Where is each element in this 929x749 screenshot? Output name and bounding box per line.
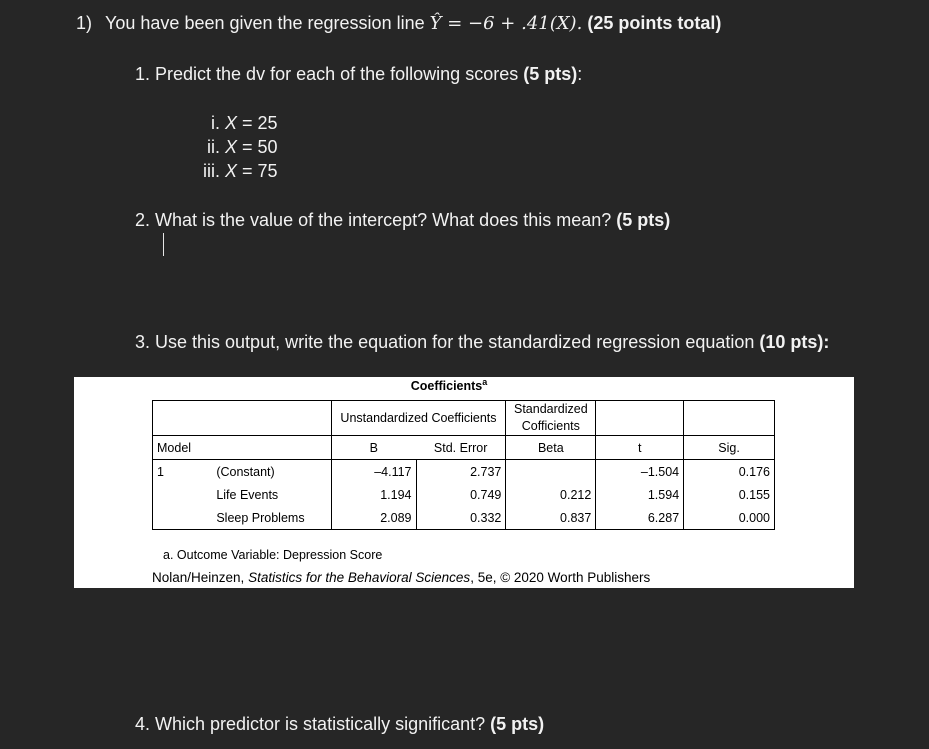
cell-sig: 0.155	[684, 483, 775, 506]
cell-sig: 0.176	[684, 460, 775, 484]
cell-beta: 0.837	[506, 506, 596, 530]
cell-b: 1.194	[331, 483, 416, 506]
model-number: 1	[153, 460, 213, 484]
cell-se: 0.749	[416, 483, 506, 506]
coefficients-table-image	[74, 377, 854, 588]
subquestion-1	[135, 64, 582, 85]
header-unstandardized: Unstandardized Coefficients	[331, 401, 506, 436]
score-label-2: ii.	[207, 137, 220, 157]
cell-se: 0.332	[416, 506, 506, 530]
cell-beta	[506, 460, 596, 484]
header-std-error: Std. Error	[416, 436, 506, 460]
table-title: Coefficients$^a$	[410, 377, 488, 394]
header-b: B	[331, 436, 416, 460]
question-number: 1)	[76, 13, 93, 33]
row-name: Sleep Problems	[212, 506, 331, 530]
header-beta: Beta	[506, 436, 596, 460]
coefficients-table	[152, 400, 775, 530]
cell-b: –4.117	[331, 460, 416, 484]
subquestion-text: 2. What is the value of the intercept? What does this mean?	[135, 210, 612, 230]
cell-se: 2.737	[416, 460, 506, 484]
subquestion-points: (5 pts)	[616, 210, 671, 230]
subquestion-points: (10 pts):	[759, 332, 830, 352]
header-sig: Sig.	[684, 436, 775, 460]
cell-beta: 0.212	[506, 483, 596, 506]
subquestion-text: 1. Predict the dv for each of the following scores	[135, 64, 519, 84]
score-item-1: X = 25	[225, 113, 278, 133]
question-text: You have been given the regression line	[105, 13, 425, 33]
score-item-3: X = 75	[225, 161, 278, 181]
header-t: t	[596, 436, 684, 460]
subquestion-2	[135, 210, 670, 231]
subquestion-4	[135, 714, 544, 735]
table-footnote: a. Outcome Variable: Depression Score	[163, 548, 383, 562]
question-points: (25 points total)	[587, 13, 722, 33]
subquestion-text: 3. Use this output, write the equation for the standardized regression equation	[135, 332, 755, 352]
table-row	[153, 460, 775, 484]
table-row	[153, 483, 775, 506]
text-cursor[interactable]	[163, 233, 164, 256]
score-label-1: i.	[211, 113, 220, 133]
cell-sig: 0.000	[684, 506, 775, 530]
cell-t: –1.504	[596, 460, 684, 484]
table-row	[153, 506, 775, 530]
subquestion-suffix: :	[577, 64, 583, 84]
cell-t: 6.287	[596, 506, 684, 530]
subquestion-text: 4. Which predictor is statistically significant?	[135, 714, 486, 734]
row-name: (Constant)	[216, 464, 275, 479]
score-label-3: iii.	[203, 161, 220, 181]
header-standardized: Standardized Cofficients	[506, 401, 596, 436]
cell-b: 2.089	[331, 506, 416, 530]
score-item-2: X = 50	[225, 137, 278, 157]
question-1-heading	[76, 13, 721, 34]
header-model: Model	[153, 436, 332, 460]
cell-t: 1.594	[596, 483, 684, 506]
subquestion-points: (5 pts)	[523, 64, 578, 84]
regression-equation: Ŷ = −6 + .41(X).	[429, 13, 583, 34]
table-credit: Nolan/Heinzen, Statistics for the Behavioral Sciences, 5e, © 2020 Worth Publishers	[152, 570, 651, 585]
subquestion-3	[135, 332, 829, 353]
subquestion-points: (5 pts)	[490, 714, 545, 734]
row-name: Life Events	[216, 487, 279, 502]
